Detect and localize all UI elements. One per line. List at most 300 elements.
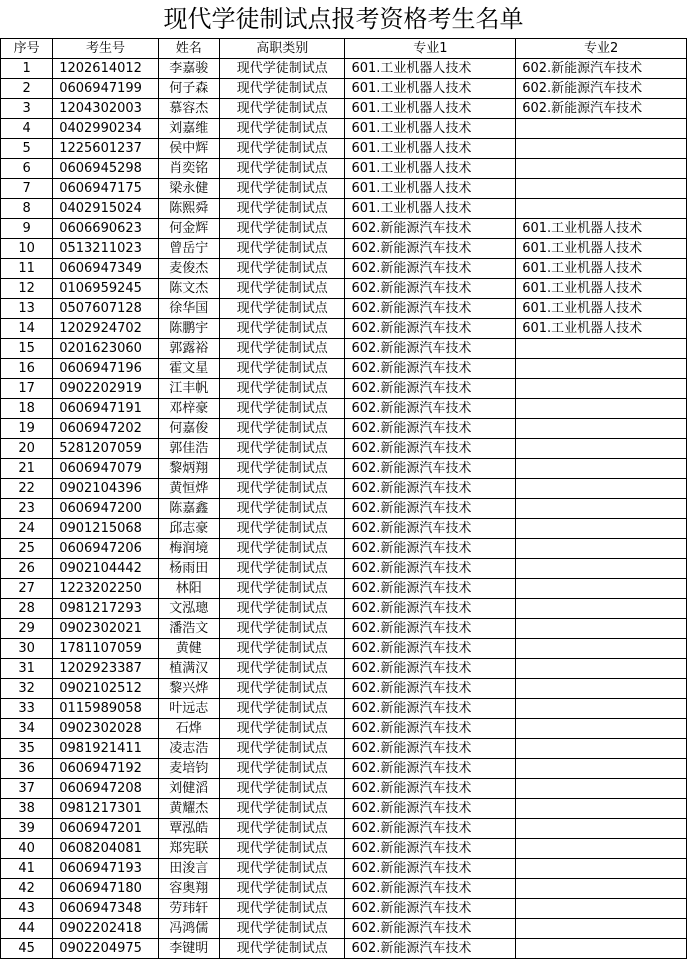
cell-index: 41: [1, 859, 53, 879]
cell-major1: 601.工业机器人技术: [345, 59, 516, 79]
cell-major2: 601.工业机器人技术: [516, 239, 687, 259]
cell-major1: 602.新能源汽车技术: [345, 559, 516, 579]
cell-index: 6: [1, 159, 53, 179]
table-row: [1, 199, 687, 219]
cell-major1: 602.新能源汽车技术: [345, 879, 516, 899]
cell-major2: [516, 399, 687, 419]
table-row: [1, 179, 687, 199]
cell-index: 27: [1, 579, 53, 599]
cell-index: 29: [1, 619, 53, 639]
cell-major1: 602.新能源汽车技术: [345, 639, 516, 659]
cell-index: 1: [1, 59, 53, 79]
cell-category: 现代学徒制试点: [219, 219, 345, 239]
cell-index: 37: [1, 779, 53, 799]
cell-major2: [516, 479, 687, 499]
table-row: [1, 119, 687, 139]
cell-exam-number: 0606947201: [53, 819, 158, 839]
cell-name: 林阳: [158, 579, 219, 599]
cell-major1: 602.新能源汽车技术: [345, 779, 516, 799]
table-row: [1, 839, 687, 859]
cell-category: 现代学徒制试点: [219, 679, 345, 699]
table-row: [1, 619, 687, 639]
cell-category: 现代学徒制试点: [219, 899, 345, 919]
cell-major1: 602.新能源汽车技术: [345, 339, 516, 359]
cell-category: 现代学徒制试点: [219, 199, 345, 219]
cell-major2: [516, 759, 687, 779]
cell-major1: 602.新能源汽车技术: [345, 619, 516, 639]
cell-exam-number: 1225601237: [53, 139, 158, 159]
cell-category: 现代学徒制试点: [219, 459, 345, 479]
cell-major2: [516, 379, 687, 399]
cell-major2: [516, 659, 687, 679]
cell-category: 现代学徒制试点: [219, 179, 345, 199]
cell-index: 5: [1, 139, 53, 159]
cell-name: 田浚言: [158, 859, 219, 879]
cell-index: 13: [1, 299, 53, 319]
cell-category: 现代学徒制试点: [219, 599, 345, 619]
cell-exam-number: 0606947348: [53, 899, 158, 919]
cell-major2: [516, 939, 687, 959]
table-row: [1, 819, 687, 839]
cell-name: 江丰帆: [158, 379, 219, 399]
table-row: [1, 319, 687, 339]
cell-category: 现代学徒制试点: [219, 739, 345, 759]
cell-major2: [516, 499, 687, 519]
table-row: [1, 159, 687, 179]
cell-category: 现代学徒制试点: [219, 359, 345, 379]
cell-major2: 601.工业机器人技术: [516, 279, 687, 299]
cell-major1: 602.新能源汽车技术: [345, 839, 516, 859]
cell-major2: [516, 799, 687, 819]
cell-index: 17: [1, 379, 53, 399]
cell-major1: 601.工业机器人技术: [345, 79, 516, 99]
cell-category: 现代学徒制试点: [219, 159, 345, 179]
cell-major2: [516, 519, 687, 539]
cell-category: 现代学徒制试点: [219, 439, 345, 459]
cell-category: 现代学徒制试点: [219, 59, 345, 79]
table-row: [1, 899, 687, 919]
table-row: [1, 239, 687, 259]
table-row: [1, 219, 687, 239]
cell-category: 现代学徒制试点: [219, 259, 345, 279]
cell-category: 现代学徒制试点: [219, 419, 345, 439]
cell-major1: 602.新能源汽车技术: [345, 859, 516, 879]
table-row: [1, 739, 687, 759]
table-row: [1, 879, 687, 899]
cell-name: 陈熙舜: [158, 199, 219, 219]
cell-name: 何子森: [158, 79, 219, 99]
cell-category: 现代学徒制试点: [219, 519, 345, 539]
table-row: [1, 299, 687, 319]
cell-exam-number: 0201623060: [53, 339, 158, 359]
cell-exam-number: 5281207059: [53, 439, 158, 459]
cell-name: 叶远志: [158, 699, 219, 719]
cell-name: 黎兴烨: [158, 679, 219, 699]
cell-category: 现代学徒制试点: [219, 379, 345, 399]
cell-exam-number: 0606690623: [53, 219, 158, 239]
cell-index: 39: [1, 819, 53, 839]
table-row: [1, 559, 687, 579]
cell-major2: 602.新能源汽车技术: [516, 79, 687, 99]
cell-exam-number: 0902104396: [53, 479, 158, 499]
cell-exam-number: 1781107059: [53, 639, 158, 659]
cell-exam-number: 0902202919: [53, 379, 158, 399]
cell-category: 现代学徒制试点: [219, 619, 345, 639]
cell-major1: 602.新能源汽车技术: [345, 359, 516, 379]
cell-index: 8: [1, 199, 53, 219]
cell-major1: 602.新能源汽车技术: [345, 599, 516, 619]
table-row: [1, 679, 687, 699]
cell-name: 李键明: [158, 939, 219, 959]
cell-name: 黄耀杰: [158, 799, 219, 819]
cell-major2: 602.新能源汽车技术: [516, 59, 687, 79]
table-row: [1, 459, 687, 479]
table-row: [1, 399, 687, 419]
cell-exam-number: 0513211023: [53, 239, 158, 259]
table-row: [1, 599, 687, 619]
cell-category: 现代学徒制试点: [219, 659, 345, 679]
cell-index: 12: [1, 279, 53, 299]
cell-index: 40: [1, 839, 53, 859]
cell-index: 45: [1, 939, 53, 959]
cell-exam-number: 1202923387: [53, 659, 158, 679]
cell-index: 16: [1, 359, 53, 379]
table-row: [1, 859, 687, 879]
cell-category: 现代学徒制试点: [219, 119, 345, 139]
cell-major2: [516, 159, 687, 179]
cell-name: 徐华国: [158, 299, 219, 319]
table-row: [1, 439, 687, 459]
cell-category: 现代学徒制试点: [219, 699, 345, 719]
cell-index: 21: [1, 459, 53, 479]
cell-name: 郭露裕: [158, 339, 219, 359]
table-body: [1, 59, 687, 959]
cell-major1: 602.新能源汽车技术: [345, 379, 516, 399]
header-major2: 专业2: [516, 39, 687, 59]
cell-exam-number: 0606947199: [53, 79, 158, 99]
cell-name: 刘健滔: [158, 779, 219, 799]
cell-major2: [516, 699, 687, 719]
table-row: [1, 659, 687, 679]
table-row: [1, 759, 687, 779]
cell-exam-number: 0606947193: [53, 859, 158, 879]
cell-major2: [516, 739, 687, 759]
cell-category: 现代学徒制试点: [219, 539, 345, 559]
cell-major2: [516, 439, 687, 459]
cell-exam-number: 0901215068: [53, 519, 158, 539]
cell-index: 15: [1, 339, 53, 359]
cell-category: 现代学徒制试点: [219, 499, 345, 519]
cell-major2: [516, 779, 687, 799]
table-row: [1, 79, 687, 99]
cell-major2: 601.工业机器人技术: [516, 299, 687, 319]
cell-name: 杨雨田: [158, 559, 219, 579]
cell-major1: 602.新能源汽车技术: [345, 259, 516, 279]
cell-name: 凌志浩: [158, 739, 219, 759]
cell-name: 麦培钧: [158, 759, 219, 779]
cell-name: 陈鹏宇: [158, 319, 219, 339]
cell-major1: 602.新能源汽车技术: [345, 219, 516, 239]
cell-index: 43: [1, 899, 53, 919]
cell-exam-number: 0606947200: [53, 499, 158, 519]
cell-category: 现代学徒制试点: [219, 319, 345, 339]
cell-name: 黄健: [158, 639, 219, 659]
cell-exam-number: 0606947191: [53, 399, 158, 419]
cell-major1: 602.新能源汽车技术: [345, 239, 516, 259]
cell-major1: 602.新能源汽车技术: [345, 899, 516, 919]
cell-name: 冯鸿儒: [158, 919, 219, 939]
cell-exam-number: 1202924702: [53, 319, 158, 339]
cell-exam-number: 0902104442: [53, 559, 158, 579]
cell-category: 现代学徒制试点: [219, 559, 345, 579]
cell-exam-number: 0115989058: [53, 699, 158, 719]
cell-index: 24: [1, 519, 53, 539]
cell-index: 23: [1, 499, 53, 519]
cell-exam-number: 0402990234: [53, 119, 158, 139]
cell-major1: 602.新能源汽车技术: [345, 819, 516, 839]
table-row: [1, 699, 687, 719]
table-row: [1, 279, 687, 299]
cell-index: 42: [1, 879, 53, 899]
cell-index: 22: [1, 479, 53, 499]
cell-index: 30: [1, 639, 53, 659]
cell-category: 现代学徒制试点: [219, 819, 345, 839]
cell-category: 现代学徒制试点: [219, 919, 345, 939]
cell-index: 2: [1, 79, 53, 99]
cell-major2: [516, 839, 687, 859]
cell-major2: [516, 359, 687, 379]
cell-exam-number: 0902204975: [53, 939, 158, 959]
cell-name: 侯中辉: [158, 139, 219, 159]
cell-category: 现代学徒制试点: [219, 879, 345, 899]
cell-name: 何嘉俊: [158, 419, 219, 439]
cell-index: 34: [1, 719, 53, 739]
cell-category: 现代学徒制试点: [219, 79, 345, 99]
cell-major2: [516, 619, 687, 639]
cell-name: 邓梓豪: [158, 399, 219, 419]
table-row: [1, 259, 687, 279]
cell-major1: 601.工业机器人技术: [345, 119, 516, 139]
cell-name: 肖奕铭: [158, 159, 219, 179]
cell-category: 现代学徒制试点: [219, 279, 345, 299]
cell-name: 黄恒烨: [158, 479, 219, 499]
cell-index: 28: [1, 599, 53, 619]
cell-category: 现代学徒制试点: [219, 339, 345, 359]
cell-exam-number: 0606947079: [53, 459, 158, 479]
cell-category: 现代学徒制试点: [219, 719, 345, 739]
cell-exam-number: 0507607128: [53, 299, 158, 319]
cell-category: 现代学徒制试点: [219, 939, 345, 959]
cell-index: 20: [1, 439, 53, 459]
cell-name: 黎炳翔: [158, 459, 219, 479]
cell-major1: 602.新能源汽车技术: [345, 459, 516, 479]
cell-exam-number: 0606947349: [53, 259, 158, 279]
cell-name: 霍文星: [158, 359, 219, 379]
table-row: [1, 359, 687, 379]
cell-major2: [516, 859, 687, 879]
cell-major1: 602.新能源汽车技术: [345, 799, 516, 819]
cell-exam-number: 0606947175: [53, 179, 158, 199]
cell-name: 植满汉: [158, 659, 219, 679]
cell-name: 邱志豪: [158, 519, 219, 539]
table-row: [1, 59, 687, 79]
cell-major1: 602.新能源汽车技术: [345, 319, 516, 339]
cell-exam-number: 0981921411: [53, 739, 158, 759]
cell-name: 刘嘉维: [158, 119, 219, 139]
cell-major1: 601.工业机器人技术: [345, 99, 516, 119]
table-row: [1, 639, 687, 659]
cell-exam-number: 0402915024: [53, 199, 158, 219]
cell-major1: 602.新能源汽车技术: [345, 499, 516, 519]
cell-index: 14: [1, 319, 53, 339]
cell-index: 19: [1, 419, 53, 439]
header-index: 序号: [1, 39, 53, 59]
cell-name: 郑宪联: [158, 839, 219, 859]
table-row: [1, 139, 687, 159]
cell-name: 郭佳浩: [158, 439, 219, 459]
cell-major1: 602.新能源汽车技术: [345, 399, 516, 419]
cell-exam-number: 0606947208: [53, 779, 158, 799]
cell-index: 38: [1, 799, 53, 819]
cell-name: 梁永健: [158, 179, 219, 199]
header-major1: 专业1: [345, 39, 516, 59]
cell-name: 李嘉骏: [158, 59, 219, 79]
cell-index: 18: [1, 399, 53, 419]
cell-major2: [516, 559, 687, 579]
cell-exam-number: 1204302003: [53, 99, 158, 119]
cell-category: 现代学徒制试点: [219, 799, 345, 819]
table-row: [1, 499, 687, 519]
cell-major2: [516, 579, 687, 599]
cell-exam-number: 1202614012: [53, 59, 158, 79]
cell-category: 现代学徒制试点: [219, 759, 345, 779]
cell-major1: 602.新能源汽车技术: [345, 419, 516, 439]
cell-name: 陈文杰: [158, 279, 219, 299]
cell-major2: [516, 819, 687, 839]
cell-major2: [516, 539, 687, 559]
cell-exam-number: 0606947180: [53, 879, 158, 899]
cell-name: 曾岳宁: [158, 239, 219, 259]
cell-exam-number: 0902302021: [53, 619, 158, 639]
cell-exam-number: 0606947196: [53, 359, 158, 379]
cell-major1: 602.新能源汽车技术: [345, 939, 516, 959]
cell-major1: 602.新能源汽车技术: [345, 279, 516, 299]
cell-exam-number: 0606945298: [53, 159, 158, 179]
table-row: [1, 579, 687, 599]
cell-major1: 602.新能源汽车技术: [345, 299, 516, 319]
table-row: [1, 799, 687, 819]
cell-index: 35: [1, 739, 53, 759]
cell-index: 11: [1, 259, 53, 279]
cell-exam-number: 0606947202: [53, 419, 158, 439]
cell-major1: 602.新能源汽车技术: [345, 739, 516, 759]
cell-category: 现代学徒制试点: [219, 239, 345, 259]
cell-major1: 602.新能源汽车技术: [345, 699, 516, 719]
cell-major2: [516, 719, 687, 739]
cell-name: 劳玮轩: [158, 899, 219, 919]
cell-index: 7: [1, 179, 53, 199]
cell-exam-number: 0106959245: [53, 279, 158, 299]
cell-major2: [516, 419, 687, 439]
cell-major2: 602.新能源汽车技术: [516, 99, 687, 119]
cell-major1: 602.新能源汽车技术: [345, 719, 516, 739]
cell-index: 25: [1, 539, 53, 559]
cell-name: 石烨: [158, 719, 219, 739]
cell-major1: 601.工业机器人技术: [345, 199, 516, 219]
cell-major2: [516, 879, 687, 899]
cell-exam-number: 0606947206: [53, 539, 158, 559]
cell-category: 现代学徒制试点: [219, 639, 345, 659]
cell-major1: 601.工业机器人技术: [345, 139, 516, 159]
cell-index: 9: [1, 219, 53, 239]
cell-name: 潘浩文: [158, 619, 219, 639]
cell-major2: [516, 599, 687, 619]
cell-name: 麦俊杰: [158, 259, 219, 279]
cell-category: 现代学徒制试点: [219, 859, 345, 879]
cell-category: 现代学徒制试点: [219, 579, 345, 599]
cell-major2: [516, 139, 687, 159]
cell-name: 梅润境: [158, 539, 219, 559]
cell-major2: [516, 199, 687, 219]
cell-major1: 602.新能源汽车技术: [345, 759, 516, 779]
cell-major1: 602.新能源汽车技术: [345, 539, 516, 559]
cell-name: 何金辉: [158, 219, 219, 239]
cell-index: 31: [1, 659, 53, 679]
cell-name: 文泓璁: [158, 599, 219, 619]
cell-major2: [516, 679, 687, 699]
cell-major1: 601.工业机器人技术: [345, 159, 516, 179]
cell-name: 慕容杰: [158, 99, 219, 119]
cell-major2: [516, 639, 687, 659]
cell-major2: 601.工业机器人技术: [516, 319, 687, 339]
cell-index: 33: [1, 699, 53, 719]
cell-index: 3: [1, 99, 53, 119]
cell-major2: [516, 919, 687, 939]
cell-category: 现代学徒制试点: [219, 299, 345, 319]
cell-major2: 601.工业机器人技术: [516, 259, 687, 279]
cell-major1: 602.新能源汽车技术: [345, 439, 516, 459]
cell-major2: [516, 459, 687, 479]
cell-exam-number: 0902302028: [53, 719, 158, 739]
cell-exam-number: 0981217301: [53, 799, 158, 819]
table-row: [1, 379, 687, 399]
table-row: [1, 339, 687, 359]
cell-exam-number: 0902102512: [53, 679, 158, 699]
cell-major1: 602.新能源汽车技术: [345, 479, 516, 499]
header-row: [1, 39, 687, 59]
cell-major2: [516, 339, 687, 359]
cell-category: 现代学徒制试点: [219, 139, 345, 159]
table-row: [1, 419, 687, 439]
cell-exam-number: 0981217293: [53, 599, 158, 619]
cell-major2: 601.工业机器人技术: [516, 219, 687, 239]
table-row: [1, 719, 687, 739]
candidate-table: [0, 38, 687, 959]
header-category: 高职类别: [219, 39, 345, 59]
table-row: [1, 779, 687, 799]
table-row: [1, 519, 687, 539]
cell-name: 容奥翔: [158, 879, 219, 899]
cell-category: 现代学徒制试点: [219, 399, 345, 419]
cell-index: 10: [1, 239, 53, 259]
header-exam-number: 考生号: [53, 39, 158, 59]
cell-index: 36: [1, 759, 53, 779]
cell-name: 覃泓皓: [158, 819, 219, 839]
cell-index: 44: [1, 919, 53, 939]
table-row: [1, 99, 687, 119]
cell-major1: 602.新能源汽车技术: [345, 579, 516, 599]
cell-category: 现代学徒制试点: [219, 779, 345, 799]
